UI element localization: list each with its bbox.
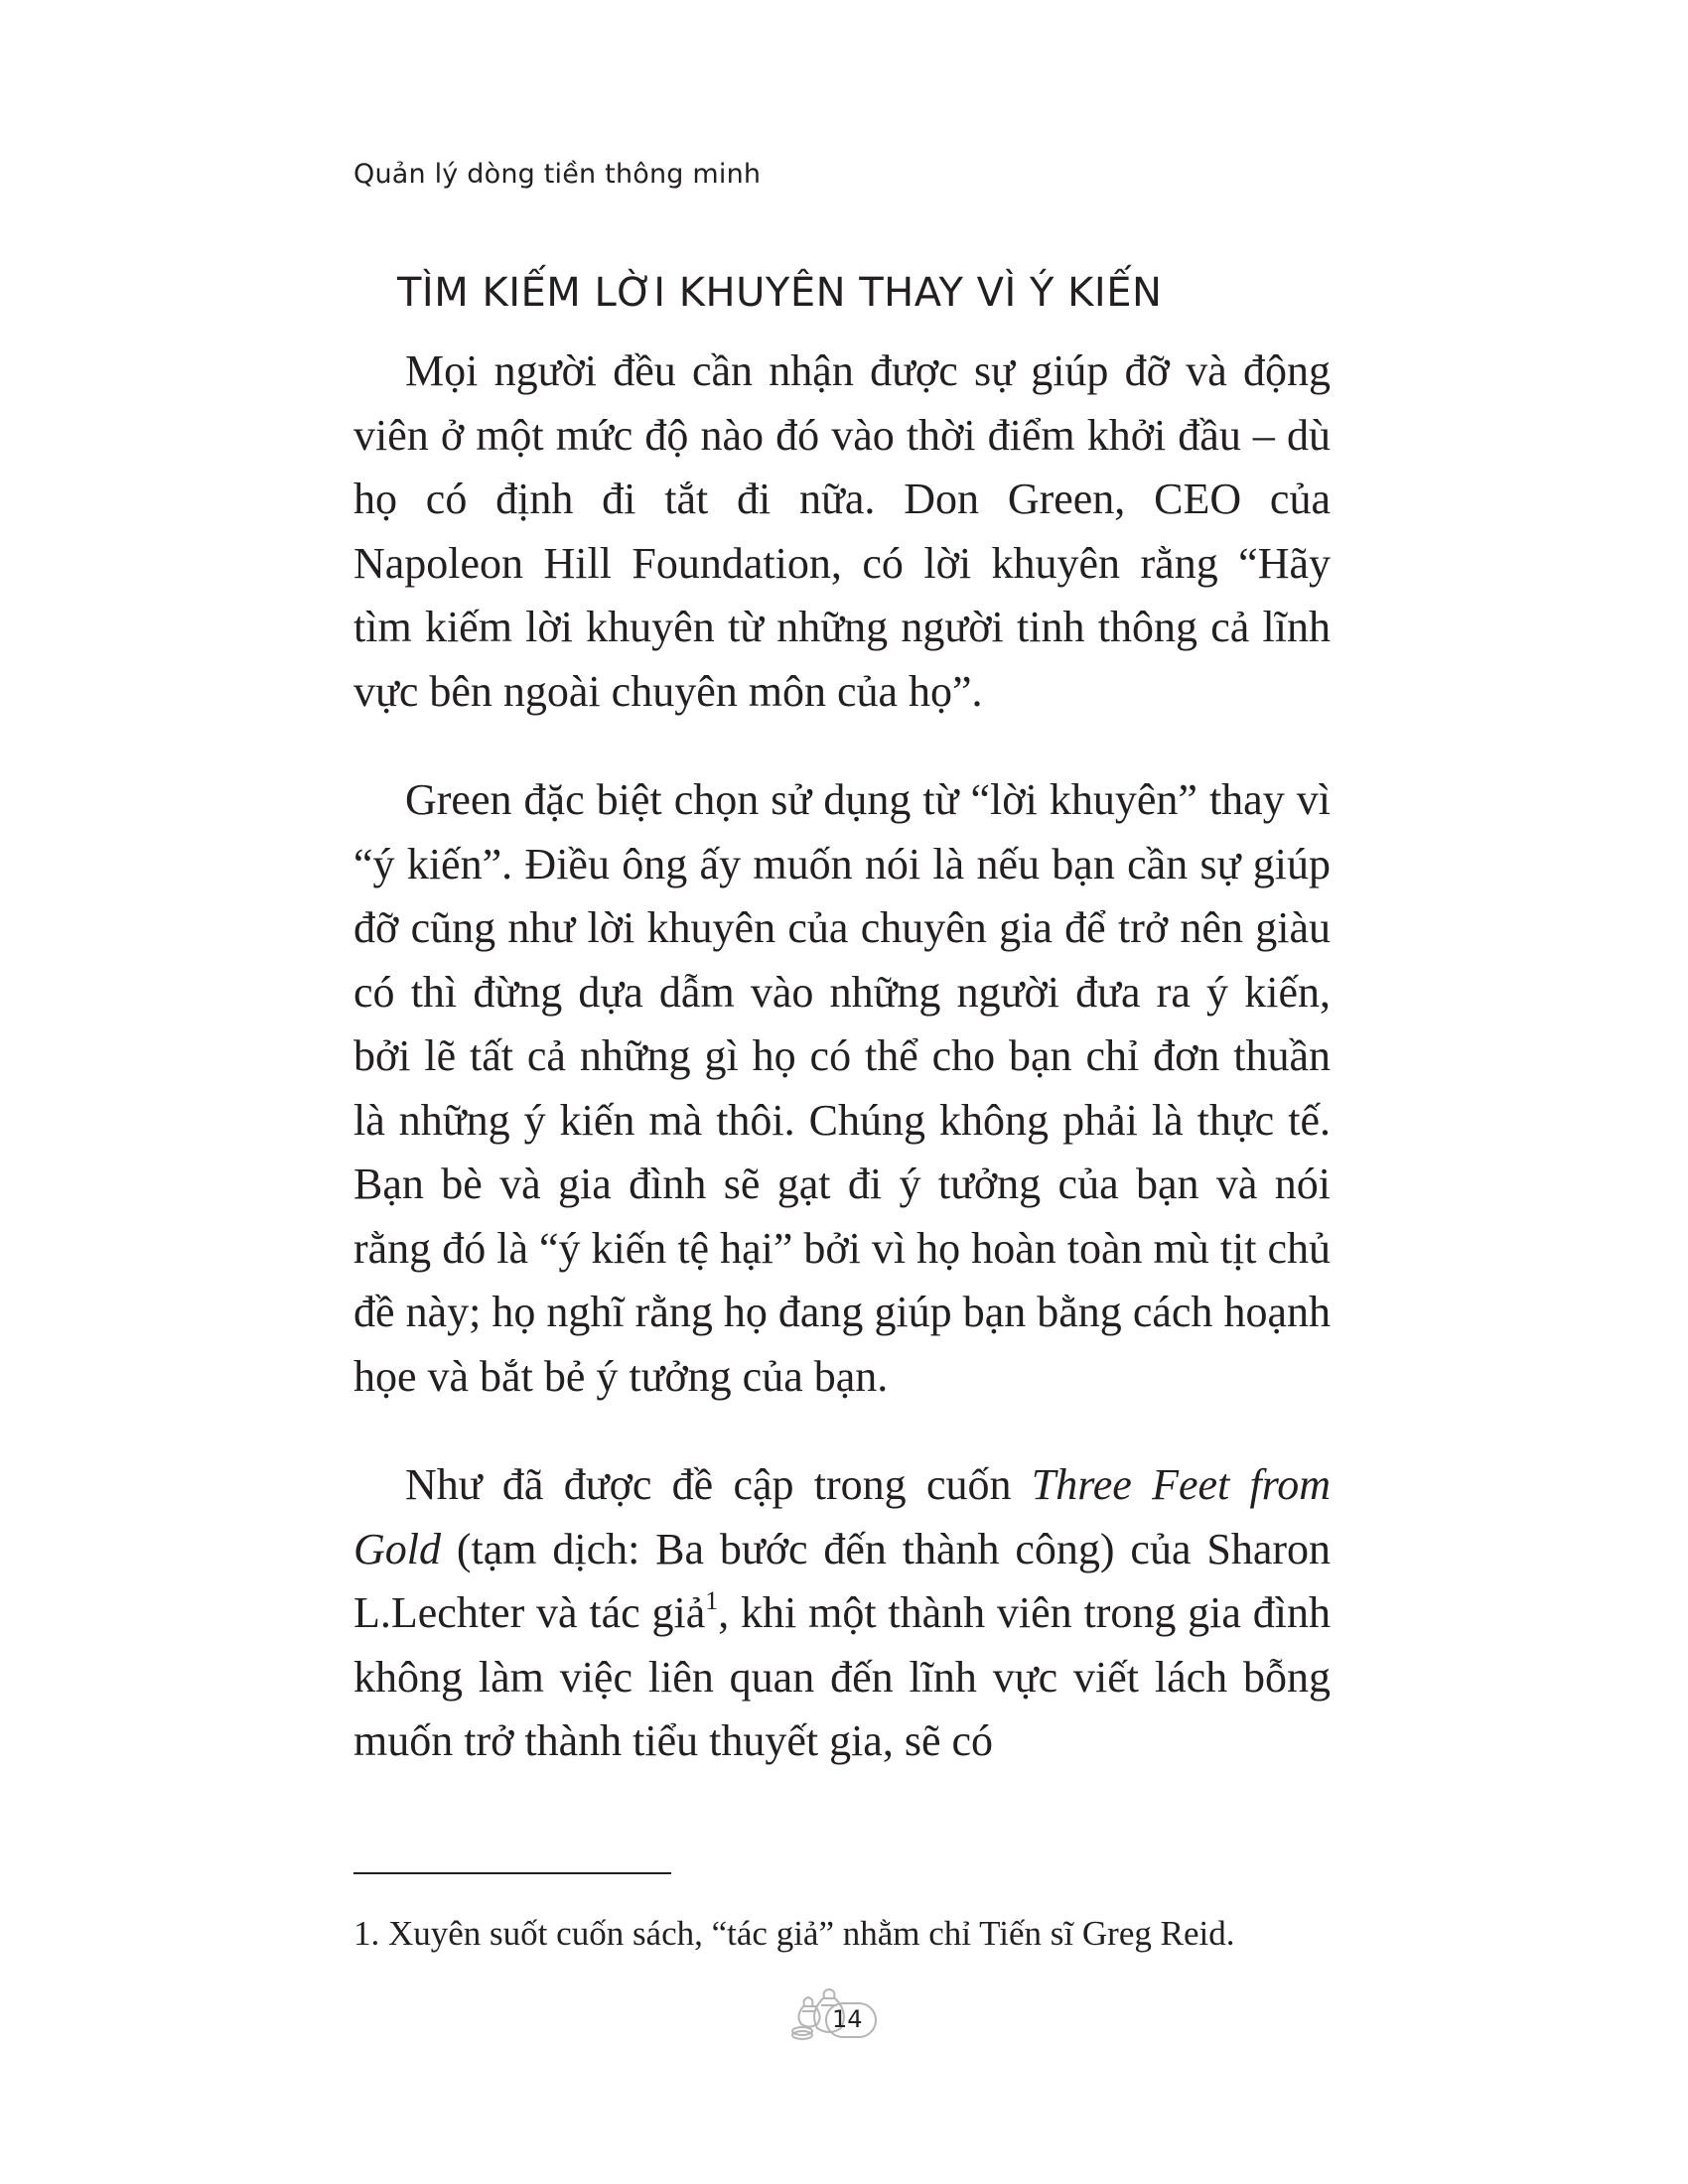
footnote-divider: [353, 1872, 671, 1874]
paragraph-1: Mọi người đều cần nhận được sự giúp đỡ và động viên ở một mức độ nào đó vào thời điểm khởi đầu – dù họ có định đi tắt đi nữa. Don Green, CEO của Napoleon Hill Foundation, có lời khuyên rằng “Hãy tìm kiếm lời khuyên từ những người tinh thông cả lĩnh vực bên ngoài chuyên môn của họ”.: [353, 346, 1331, 716]
footnote: 1. Xuyên suốt cuốn sách, “tác giả” nhằm chỉ Tiến sĩ Greg Reid.: [353, 1914, 1235, 1953]
paragraph-2: Green đặc biệt chọn sử dụng từ “lời khuyên” thay vì “ý kiến”. Điều ông ấy muốn nói là nếu bạn cần sự giúp đỡ cũng như lời khuyên của chuyên gia để trở nên giàu có thì đừng dựa dẫm vào những người đưa ra ý kiến, bởi lẽ tất cả những gì họ có thể cho bạn chỉ đơn thuần là những ý kiến mà thôi. Chúng không phải là thực tế. Bạn bè và gia đình sẽ gạt đi ý tưởng của bạn và nói rằng đó là “ý kiến tệ hại” bởi vì họ hoàn toàn mù tịt chủ đề này; họ nghĩ rằng họ đang giúp bạn bằng cách hoạnh họe và bắt bẻ ý tưởng của bạn.: [353, 775, 1331, 1401]
running-head: Quản lý dòng tiền thông minh: [353, 159, 762, 190]
page-number: 14: [832, 2005, 863, 2033]
paragraph-3-tail: , khi một thành viên trong gia đình không làm việc liên quan đến lĩnh vực viết lách bỗng muốn trở thành tiểu thuyết gia, sẽ có: [353, 1588, 1331, 1765]
paragraph-3-after-title: (tạm dịch: Ba bước đến thành công) của Sharon L.Lechter và tác giả: [353, 1524, 1331, 1637]
paragraph-3: [353, 1453, 1331, 1774]
section-heading: TÌM KIẾM LỜI KHUYÊN THAY VÌ Ý KIẾN: [397, 270, 1163, 316]
footnote-reference: 1: [705, 1586, 719, 1616]
page-footer: [790, 1987, 890, 2049]
paragraph-3-lead: Như đã được đề cập trong cuốn: [405, 1460, 1032, 1509]
book-title: Three Feet from Gold: [353, 1460, 1331, 1573]
body-text: [353, 340, 1331, 1774]
